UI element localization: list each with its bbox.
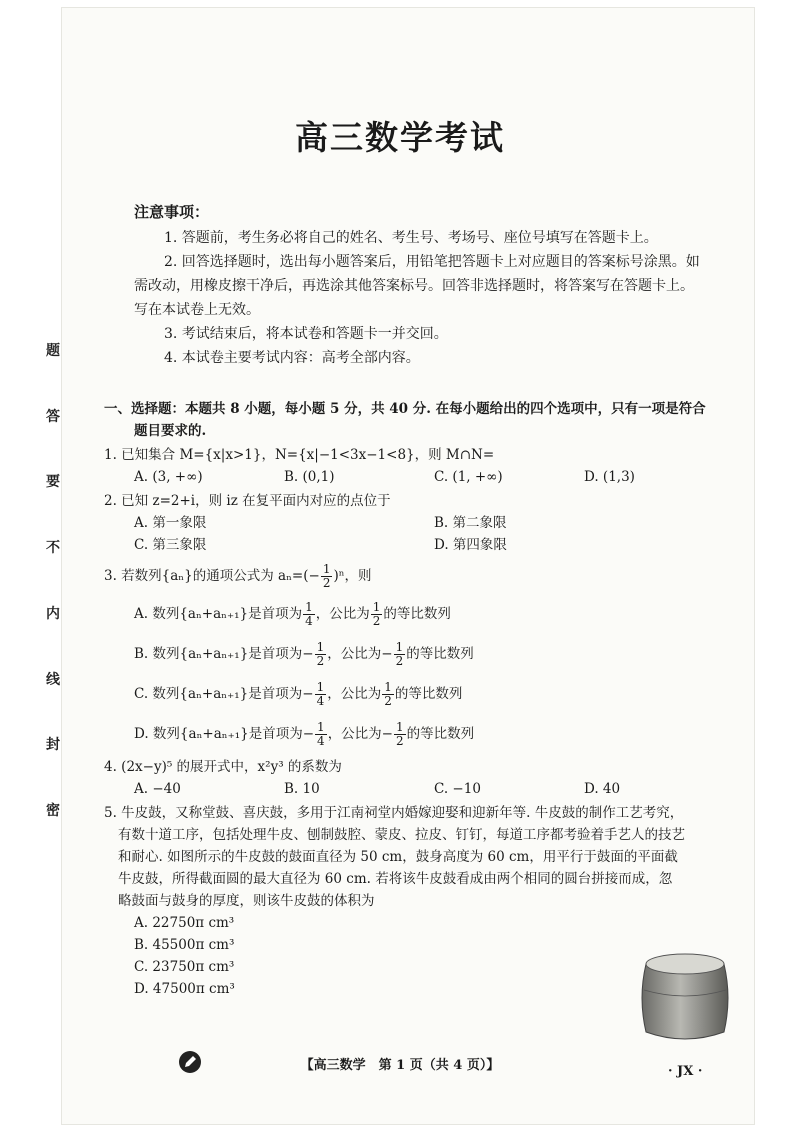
drum-image [636,950,734,1046]
fraction [382,681,394,708]
fraction [321,563,333,590]
option: A. (3, +∞) [134,469,203,485]
numerator: 1 [322,561,331,576]
question-stem [104,558,734,594]
numerator: 1 [372,599,381,614]
question-stem: 4. (2x−y)⁵ 的展开式中，x²y³ 的系数为 [104,759,342,775]
question-line: 和耐心. 如图所示的牛皮鼓的鼓面直径为 50 cm，鼓身高度为 60 cm，用平行于鼓面的平面截 [118,849,678,865]
option: A. 22750π cm³ [134,915,235,931]
margin-char: 不 [46,540,60,557]
question-line: 有数十道工序，包括处理牛皮、刨制鼓腔、蒙皮、拉皮、钉钉，每道工序都考验着手艺人的技艺 [118,827,685,843]
questions [104,398,734,1000]
margin-char: 内 [46,605,60,622]
numerator: 1 [316,639,325,654]
margin-char: 要 [46,474,60,491]
page-footer: 【高三数学 第 1 页（共 4 页）】 [300,1058,500,1073]
fraction [315,641,327,668]
fraction [371,601,383,628]
option-text: C. 数列{aₙ+aₙ₊₁}是首项为− [134,686,314,702]
numerator: 1 [396,719,404,734]
denominator: 2 [372,613,381,628]
margin-char: 题 [46,343,60,359]
notice-item: 1. 答题前，考生务必将自己的姓名、考生号、考场号、座位号填写在答题卡上。 [164,230,658,246]
fraction [394,721,406,748]
notice-item: 4. 本试卷主要考试内容：高考全部内容。 [164,350,420,366]
denominator: 2 [396,733,404,748]
question-stem: 1. 已知集合 M={x|x>1}，N={x|−1<3x−1<8}，则 M∩N= [104,447,495,463]
options [104,534,734,556]
numerator: 1 [317,719,325,734]
option-text: 的等比数列 [406,646,474,662]
section-line: 一、选择题：本题共 8 小题，每小题 5 分，共 40 分. 在每小题给出的四个选项中，只有一项是符合 [104,401,706,417]
option-text: ，公比为− [327,726,393,742]
option: A. 第一象限 [134,515,207,531]
denominator: 4 [317,733,325,748]
numerator: 1 [316,679,325,694]
option: B. 第二象限 [434,515,507,531]
option-text: ，公比为− [327,646,393,662]
option [104,714,734,754]
option: D. 47500π cm³ [134,981,235,997]
question-line: 5. 牛皮鼓，又称堂鼓、喜庆鼓，多用于江南祠堂内婚嫁迎娶和迎新年等. 牛皮鼓的制作工艺考究， [104,805,684,821]
option-text: ，公比为 [327,686,382,702]
option: C. (1, +∞) [434,469,503,485]
question-line: 牛皮鼓，所得截面圆的最大直径为 60 cm. 若将该牛皮鼓看成由两个相同的圆台拼接而成，忽 [118,871,673,887]
corner-mark: · JX · [668,1064,703,1079]
question-1 [104,444,734,488]
option-text: ，公比为 [315,606,370,622]
option-text: D. 数列{aₙ+aₙ₊₁}是首项为− [134,726,315,742]
options [104,778,734,800]
option: C. −10 [434,781,481,797]
notice-heading: 注意事项： [134,203,210,221]
option [104,594,734,634]
margin-char: 密 [46,802,60,819]
seal-line-margin [36,340,70,820]
question-stem: 2. 已知 z=2+i，则 iz 在复平面内对应的点位于 [104,493,391,509]
numerator: 1 [305,599,313,614]
section-heading [104,398,734,442]
option [104,674,734,714]
option: D. 第四象限 [434,537,507,553]
option: A. −40 [134,781,181,797]
denominator: 2 [322,575,331,590]
question-line: 略鼓面与鼓身的厚度，则该牛皮鼓的体积为 [118,893,375,909]
notice-block [134,200,704,370]
denominator: 2 [384,693,392,708]
fraction [394,641,406,668]
notice-item: 3. 考试结束后，将本试卷和答题卡一并交回。 [164,326,448,342]
option-text: A. 数列{aₙ+aₙ₊₁}是首项为 [134,606,303,622]
option-text: 的等比数列 [383,606,451,622]
denominator: 4 [305,613,313,628]
notice-item: 2. 回答选择题时，选出每小题答案后，用铅笔把答题卡上对应题目的答案标号涂黑。如需改动，用橡皮擦干净后，再选涂其他答案标号。回答非选择题时，将答案写在答题卡上。写在本试卷上无效。 [134,254,700,318]
denominator: 2 [316,653,325,668]
stem-text: 3. 若数列{aₙ}的通项公式为 aₙ=(− [104,568,320,584]
numerator: 1 [395,639,404,654]
option-text: B. 数列{aₙ+aₙ₊₁}是首项为− [134,646,314,662]
option: B. (0,1) [284,469,335,485]
option: D. 40 [584,781,621,797]
denominator: 2 [395,653,404,668]
option: B. 45500π cm³ [134,937,235,953]
option: C. 23750π cm³ [134,959,235,975]
option: B. 10 [284,781,320,797]
stem-text: )ⁿ，则 [333,568,372,584]
option [104,634,734,674]
margin-char: 答 [46,408,60,425]
question-2 [104,490,734,556]
fraction [315,721,327,748]
section-line: 题目要求的. [134,423,207,439]
option-text: 的等比数列 [406,726,475,742]
question-3 [104,558,734,754]
denominator: 4 [316,693,325,708]
margin-char: 封 [46,737,60,754]
options [104,512,734,534]
option: C. 第三象限 [134,537,207,553]
question-4 [104,756,734,800]
fraction [315,681,327,708]
page-title: 高三数学考试 [295,118,505,157]
numerator: 1 [384,679,392,694]
fraction [303,601,315,628]
margin-char: 线 [46,671,60,688]
option: D. (1,3) [584,469,635,485]
option-text: 的等比数列 [394,686,463,702]
options [104,466,734,488]
